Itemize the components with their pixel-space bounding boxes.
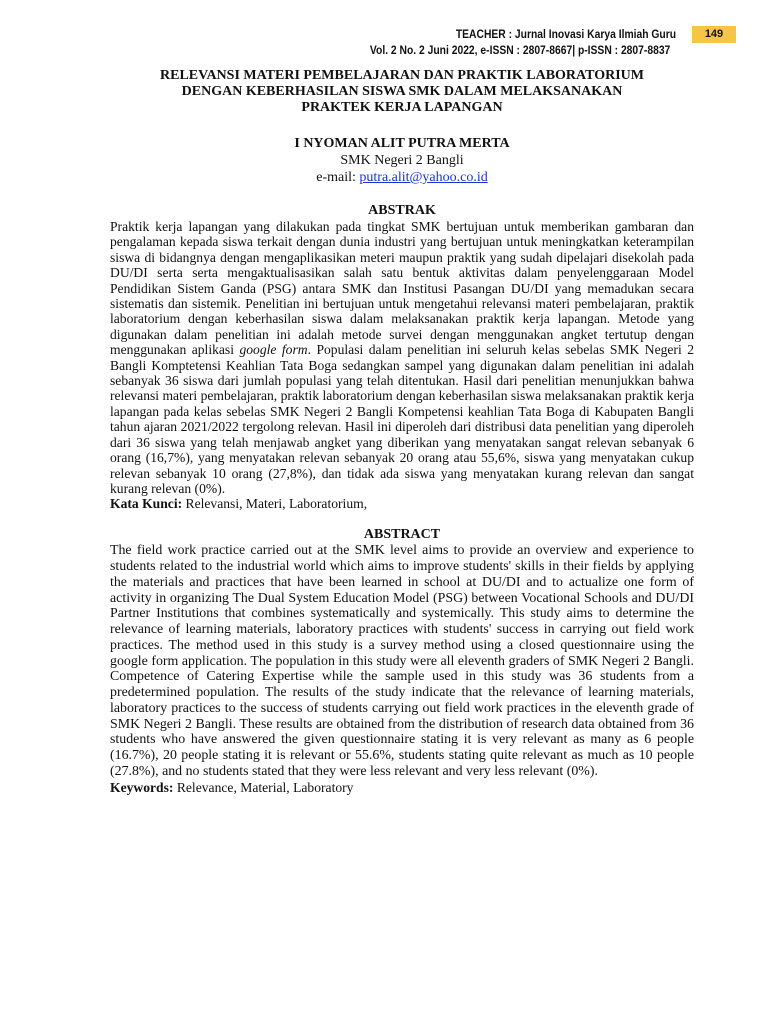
email-link[interactable]: putra.alit@yahoo.co.id [359, 170, 488, 185]
abstrak-text: Praktik kerja lapangan yang dilakukan pada tingkat SMK bertujuan untuk memberikan gambaran dan pengalaman kepada siswa terkait dengan dunia industri yang bertujuan untuk meningkatkan keterampilan siswa di bidangnya dengan mengaplikasikan meteri maupun praktik yang sudah dipelajari disekolah pada DU/DI serta serta mengaktualisasikan salah satu bentuk aktivitas dalam penyelenggaraan Model Pendidikan Sistem Ganda (PSG) antara SMK dan Institusi Pasangan DU/DI yang memadukan secara sistematis dan sistemik. Penelitian ini bertujuan untuk mengetahui relevansi materi pembelajaran, praktik laboratorium dengan keberhasilan siswa dalam melaksanakan praktik kerja lapangan. Metode yang digunakan dalam penelitian ini adalah metode survei dengan menggunakan angket tertutup dengan menggunakan aplikasi [110, 219, 694, 358]
author-name: I NYOMAN ALIT PUTRA MERTA [294, 136, 510, 151]
abstrak-heading: ABSTRAK [368, 203, 436, 218]
article-body [110, 68, 694, 796]
title-line: RELEVANSI MATERI PEMBELAJARAN DAN PRAKTIK LABORATORIUM [160, 68, 644, 83]
kata-kunci-label: Kata Kunci: [110, 496, 183, 512]
author-email [110, 169, 694, 186]
kata-kunci-values: Relevansi, Materi, Laboratorium, [182, 496, 368, 512]
page-number-badge: 149 [692, 26, 736, 43]
title-line: DENGAN KEBERHASILAN SISWA SMK DALAM MELAKSANAKAN [181, 84, 623, 99]
keywords-values: Relevance, Material, Laboratory [173, 779, 354, 795]
keywords-label: Keywords: [110, 779, 174, 795]
abstract-paragraph: The field work practice carried out at the SMK level aims to provide an overview and experience to students related to the industrial world which aims to improve students' skills in their fields by applying the materials and practices that have been learned in school at DU/DI and to actualize one form of activity in organizing The Dual System Education Model (PSG) between Vocational Schools and DU/DI Partner Institutions that combines systematically and systemically. This study aims to determine the relevance of learning materials, laboratory practices with students' success in carrying out field work practices. The method used in this study is a survey method using a closed questionnaire using the google form application. The population in this study were all eleventh graders of SMK Negeri 2 Bangli. Competence of Catering Expertise while the sample used in this study was 36 students from a predetermined population. The results of the study indicate that the relevance of learning materials, laboratory practices to the success of students carrying out field work practices in the eleventh grade of SMK Negeri 2 Bangli. These results are obtained from the distribution of research data obtained from 36 students who have answered the given questionnaire stating it is very relevant as many as 6 people (16.7%), 20 people stating it is relevant or 55.6%, students stating quite relevant as much as 10 people (27.8%), and no students stated that they were less relevant and very less relevant (0%). [110, 543, 694, 779]
title-line: PRAKTEK KERJA LAPANGAN [301, 100, 503, 115]
journal-header [0, 26, 754, 58]
abstrak-text-cont: . Populasi dalam penelitian ini seluruh kelas sebelas SMK Negeri 2 Bangli Komptetensi Keahlian Tata Boga sedangkan sampel yang digunakan dalam penelitian ini adalah sebanyak 36 siswa dari jumlah populasi yang telah ditentukan. Hasil dari penelitian menunjukkan bahwa relevansi materi pembelajaran, praktik laboratorium dengan keberhasilan siswa melaksanakan praktik kerja lapangan pada kelas sebelas SMK Negeri 2 Bangli Kompetensi keahlian Tata Boga di Kabupaten Bangli tahun ajaran 2021/2022 tergolong relevan. Hasil ini diperoleh dari distribusi data penelitian yang diperoleh dari 36 siswa yang telah menjawab angket yang diberikan yang menyatakan sangat relevan sebanyak 6 orang (16,7%), yang menyatakan relevan sebanyak 20 orang atau 55,6%, siswa yang menyatakan cukup relevan sebanyak 10 orang (27,8%), dan tidak ada siswa yang menyatakan kurang relevan dan sangat kurang relevan (0%). [110, 342, 694, 496]
kata-kunci [110, 496, 694, 512]
abstrak-italic-term: google form [239, 342, 308, 358]
journal-name: TEACHER : Jurnal Inovasi Karya Ilmiah Guru [455, 27, 676, 41]
abstrak-paragraph [110, 219, 694, 496]
author-affiliation: SMK Negeri 2 Bangli [340, 153, 464, 168]
article-title [110, 68, 694, 116]
email-label: e-mail: [316, 170, 360, 185]
abstract-heading: ABSTRACT [363, 527, 441, 543]
keywords [110, 780, 694, 796]
journal-volume-issn: Vol. 2 No. 2 Juni 2022, e-ISSN : 2807-8667| p-ISSN : 2807-8837 [369, 43, 670, 57]
